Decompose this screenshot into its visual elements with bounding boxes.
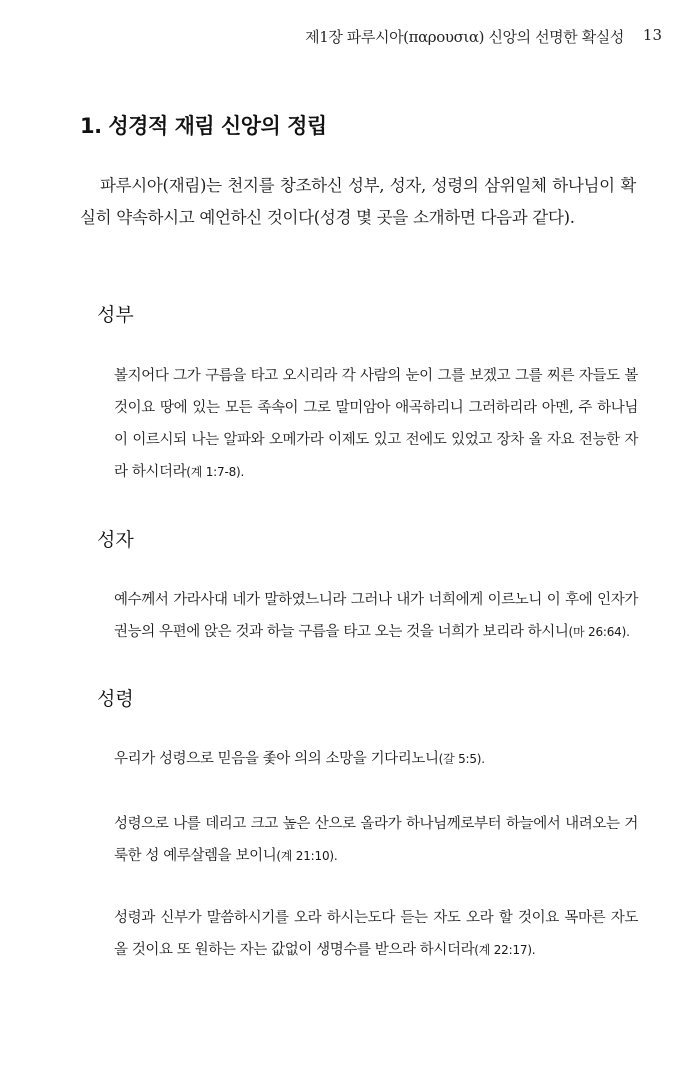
verse-text: 성령과 신부가 말씀하시기를 오라 하시는도다 듣는 자도 오라 할 것이요 목마른 자도 올 것이요 또 원하는 자는 값없이 생명수를 받으라 하시더라	[114, 910, 638, 958]
verse-reference: (마 26:64).	[568, 625, 630, 639]
verse-reference: (계 22:17).	[474, 943, 536, 957]
verse-father-rev-1-7	[114, 360, 638, 488]
heading-son: 성자	[97, 529, 134, 551]
verse-spirit-gal-5-5	[114, 743, 638, 775]
verse-text: 예수께서 가라사대 네가 말하였느니라 그러나 내가 너희에게 이르노니 이 후에 인자가 권능의 우편에 앉은 것과 하늘 구름을 타고 오는 것을 너희가 보리라 하시니	[114, 592, 638, 640]
section-title: 1. 성경적 재림 신앙의 정립	[80, 114, 327, 138]
verse-text: 성령으로 나를 데리고 크고 높은 산으로 올라가 하나님께로부터 하늘에서 내려오는 거룩한 성 예루살렘을 보이니	[114, 816, 638, 864]
verse-reference: (계 21:10).	[276, 849, 338, 863]
running-head: 제1장 파루시아(παρουσια) 신앙의 선명한 확실성	[305, 28, 624, 46]
intro-paragraph: 파루시아(재림)는 천지를 창조하신 성부, 성자, 성령의 삼위일체 하나님이 확실히 약속하시고 예언하신 것이다(성경 몇 곳을 소개하면 다음과 같다).	[80, 176, 636, 227]
verse-text: 우리가 성령으로 믿음을 좇아 의의 소망을 기다리노니	[114, 751, 439, 767]
verse-reference: (계 1:7-8).	[186, 465, 245, 479]
verse-spirit-rev-22-17	[114, 902, 638, 966]
verse-text: 볼지어다 그가 구름을 타고 오시리라 각 사람의 눈이 그를 보겠고 그를 찌른 자들도 볼 것이요 땅에 있는 모든 족속이 그로 말미암아 애곡하리니 그러하리라 아멘, 주 하나님이 이르시되 나는 알파와 오메가라 이제도 있고 전에도 있었고 장차 올 자요 전능한 자라 하시더라	[114, 368, 638, 480]
heading-father: 성부	[97, 304, 134, 326]
page-number: 13	[642, 26, 662, 44]
heading-spirit: 성령	[97, 688, 134, 710]
verse-son-matt-26-64	[114, 584, 638, 648]
verse-spirit-rev-21-10	[114, 808, 638, 872]
verse-reference: (갈 5:5).	[438, 752, 485, 766]
